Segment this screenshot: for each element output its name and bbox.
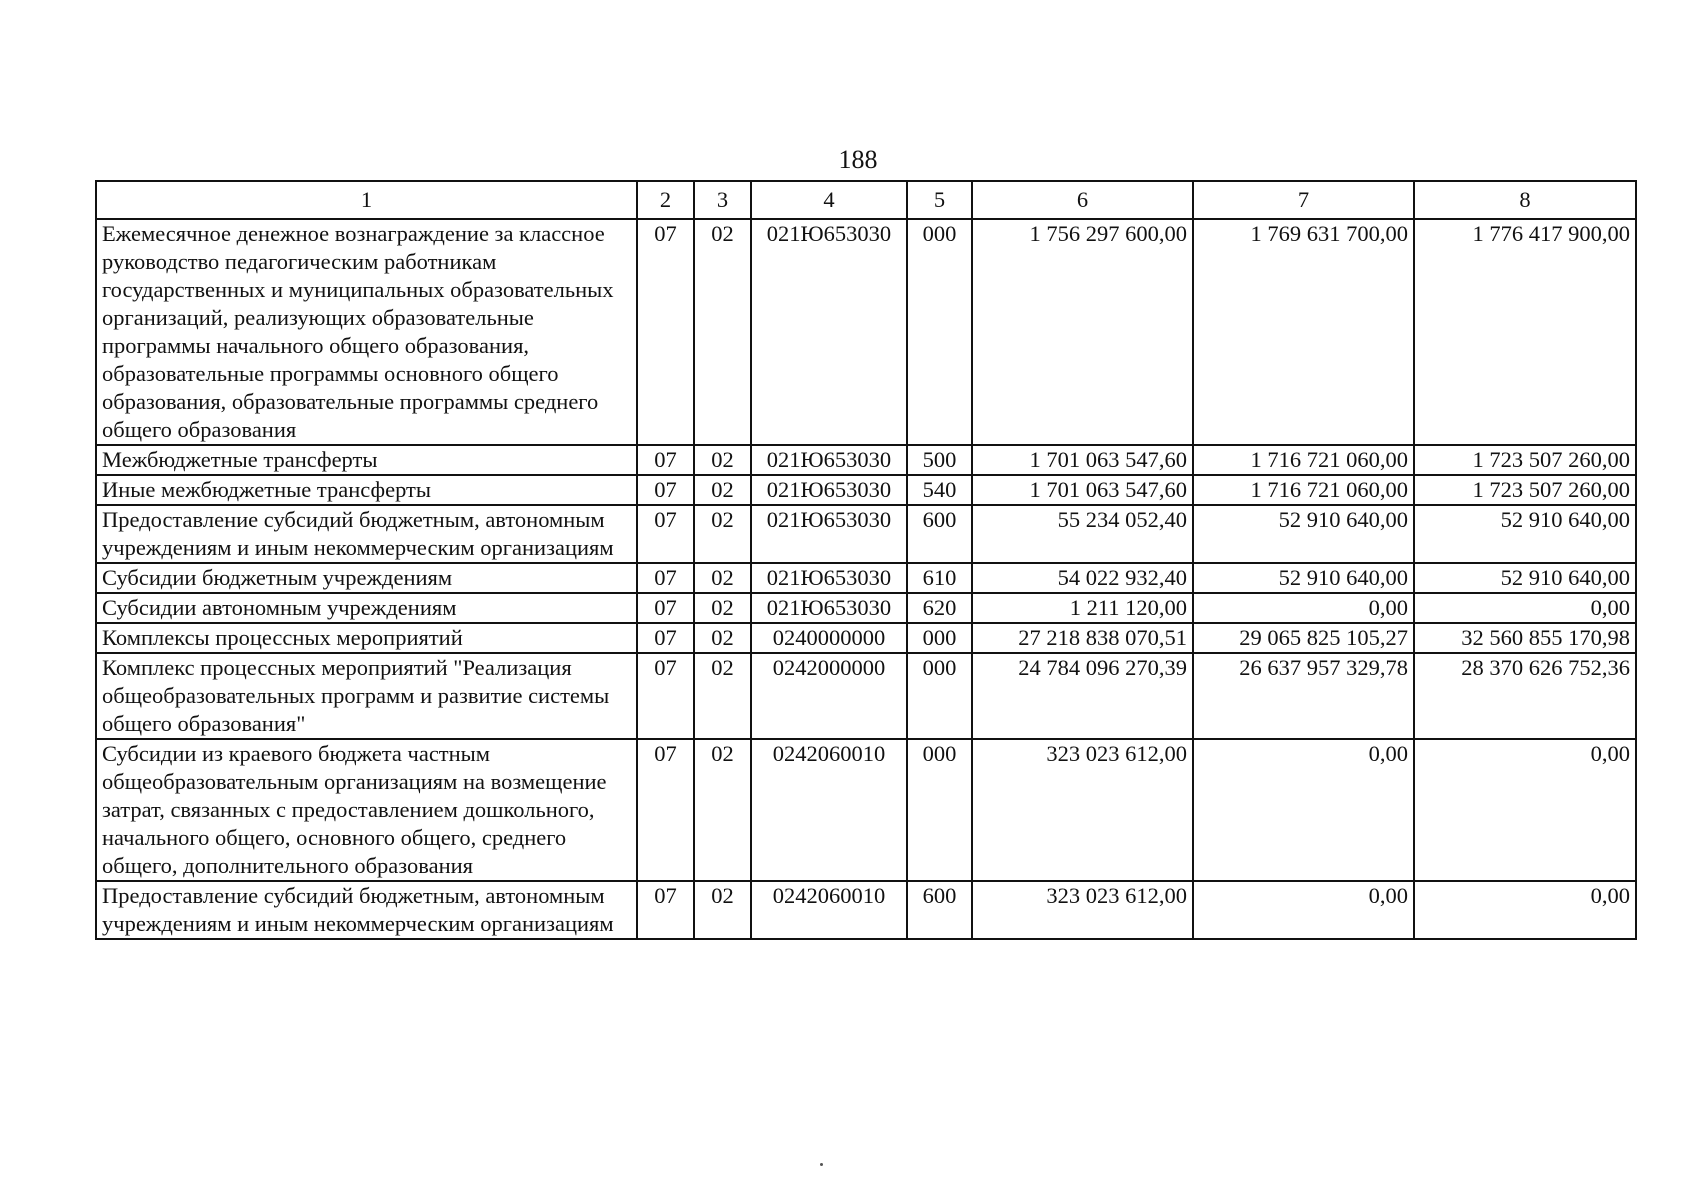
row-target-code: 021Ю653030 <box>751 593 907 623</box>
row-name: Комплекс процессных мероприятий "Реализация общеобразовательных программ и развитие системы общего образования" <box>96 653 637 739</box>
row-name: Субсидии автономным учреждениям <box>96 593 637 623</box>
row-amount-col7: 52 910 640,00 <box>1193 563 1414 593</box>
row-section: 07 <box>637 219 694 445</box>
row-amount-col8: 1 723 507 260,00 <box>1414 445 1636 475</box>
row-name: Субсидии бюджетным учреждениям <box>96 563 637 593</box>
header-col-5: 5 <box>907 181 972 219</box>
table-row <box>96 623 1636 653</box>
row-target-code: 021Ю653030 <box>751 219 907 445</box>
row-target-code: 021Ю653030 <box>751 475 907 505</box>
row-amount-col7: 26 637 957 329,78 <box>1193 653 1414 739</box>
row-amount-col6: 24 784 096 270,39 <box>972 653 1193 739</box>
row-section: 07 <box>637 653 694 739</box>
table-row <box>96 593 1636 623</box>
row-amount-col8: 32 560 855 170,98 <box>1414 623 1636 653</box>
row-target-code: 0242000000 <box>751 653 907 739</box>
row-amount-col7: 0,00 <box>1193 739 1414 881</box>
row-expense-type: 610 <box>907 563 972 593</box>
row-target-code: 021Ю653030 <box>751 563 907 593</box>
row-target-code: 0240000000 <box>751 623 907 653</box>
row-amount-col7: 1 716 721 060,00 <box>1193 445 1414 475</box>
row-section: 07 <box>637 505 694 563</box>
row-amount-col6: 1 756 297 600,00 <box>972 219 1193 445</box>
table-row <box>96 445 1636 475</box>
header-col-2: 2 <box>637 181 694 219</box>
row-expense-type: 000 <box>907 739 972 881</box>
row-target-code: 021Ю653030 <box>751 445 907 475</box>
page-number: 188 <box>838 145 878 174</box>
row-amount-col6: 323 023 612,00 <box>972 881 1193 939</box>
row-section: 07 <box>637 593 694 623</box>
row-subsection: 02 <box>694 653 751 739</box>
table-body <box>96 219 1636 939</box>
row-expense-type: 600 <box>907 505 972 563</box>
header-row <box>96 181 1636 219</box>
row-amount-col6: 55 234 052,40 <box>972 505 1193 563</box>
row-target-code: 021Ю653030 <box>751 505 907 563</box>
row-amount-col8: 0,00 <box>1414 593 1636 623</box>
row-target-code: 0242060010 <box>751 739 907 881</box>
row-amount-col7: 1 716 721 060,00 <box>1193 475 1414 505</box>
row-amount-col8: 52 910 640,00 <box>1414 505 1636 563</box>
row-subsection: 02 <box>694 475 751 505</box>
row-expense-type: 620 <box>907 593 972 623</box>
row-expense-type: 500 <box>907 445 972 475</box>
row-subsection: 02 <box>694 881 751 939</box>
row-section: 07 <box>637 881 694 939</box>
row-name: Иные межбюджетные трансферты <box>96 475 637 505</box>
row-name: Предоставление субсидий бюджетным, автономным учреждениям и иным некоммерческим организациям <box>96 881 637 939</box>
row-expense-type: 000 <box>907 219 972 445</box>
row-section: 07 <box>637 623 694 653</box>
row-amount-col8: 28 370 626 752,36 <box>1414 653 1636 739</box>
row-section: 07 <box>637 739 694 881</box>
row-subsection: 02 <box>694 739 751 881</box>
row-subsection: 02 <box>694 593 751 623</box>
row-subsection: 02 <box>694 563 751 593</box>
header-col-8: 8 <box>1414 181 1636 219</box>
table-row <box>96 881 1636 939</box>
row-amount-col6: 54 022 932,40 <box>972 563 1193 593</box>
row-amount-col6: 1 211 120,00 <box>972 593 1193 623</box>
row-expense-type: 600 <box>907 881 972 939</box>
row-section: 07 <box>637 563 694 593</box>
row-name: Межбюджетные трансферты <box>96 445 637 475</box>
row-subsection: 02 <box>694 623 751 653</box>
row-amount-col6: 1 701 063 547,60 <box>972 445 1193 475</box>
table-row <box>96 475 1636 505</box>
budget-table <box>95 180 1637 940</box>
row-name: Ежемесячное денежное вознаграждение за классное руководство педагогическим работникам государственных и муниципальных образовательных организаций, реализующих образовательные программы начального общего образования, образовательные программы основного общего образования, образовательные программы среднего общего образования <box>96 219 637 445</box>
header-col-1: 1 <box>96 181 637 219</box>
row-name: Субсидии из краевого бюджета частным общеобразовательным организациям на возмещение затрат, связанных с предоставлением дошкольного, начального общего, основного общего, среднего общего, дополнительного образования <box>96 739 637 881</box>
row-subsection: 02 <box>694 445 751 475</box>
row-section: 07 <box>637 445 694 475</box>
row-section: 07 <box>637 475 694 505</box>
row-subsection: 02 <box>694 219 751 445</box>
row-amount-col8: 0,00 <box>1414 881 1636 939</box>
row-target-code: 0242060010 <box>751 881 907 939</box>
row-amount-col7: 52 910 640,00 <box>1193 505 1414 563</box>
row-amount-col8: 52 910 640,00 <box>1414 563 1636 593</box>
row-amount-col7: 29 065 825 105,27 <box>1193 623 1414 653</box>
row-amount-col6: 323 023 612,00 <box>972 739 1193 881</box>
scan-speck <box>820 1163 823 1166</box>
row-amount-col6: 1 701 063 547,60 <box>972 475 1193 505</box>
row-expense-type: 000 <box>907 653 972 739</box>
table-row <box>96 563 1636 593</box>
row-amount-col8: 1 723 507 260,00 <box>1414 475 1636 505</box>
row-amount-col6: 27 218 838 070,51 <box>972 623 1193 653</box>
row-amount-col7: 1 769 631 700,00 <box>1193 219 1414 445</box>
row-amount-col7: 0,00 <box>1193 881 1414 939</box>
row-subsection: 02 <box>694 505 751 563</box>
table-row <box>96 739 1636 881</box>
table-row <box>96 505 1636 563</box>
header-col-6: 6 <box>972 181 1193 219</box>
row-name: Комплексы процессных мероприятий <box>96 623 637 653</box>
header-col-4: 4 <box>751 181 907 219</box>
row-amount-col7: 0,00 <box>1193 593 1414 623</box>
row-amount-col8: 1 776 417 900,00 <box>1414 219 1636 445</box>
row-name: Предоставление субсидий бюджетным, автономным учреждениям и иным некоммерческим организациям <box>96 505 637 563</box>
table-row <box>96 653 1636 739</box>
table-header <box>96 181 1636 219</box>
row-expense-type: 540 <box>907 475 972 505</box>
header-col-7: 7 <box>1193 181 1414 219</box>
table-row <box>96 219 1636 445</box>
row-amount-col8: 0,00 <box>1414 739 1636 881</box>
header-col-3: 3 <box>694 181 751 219</box>
row-expense-type: 000 <box>907 623 972 653</box>
